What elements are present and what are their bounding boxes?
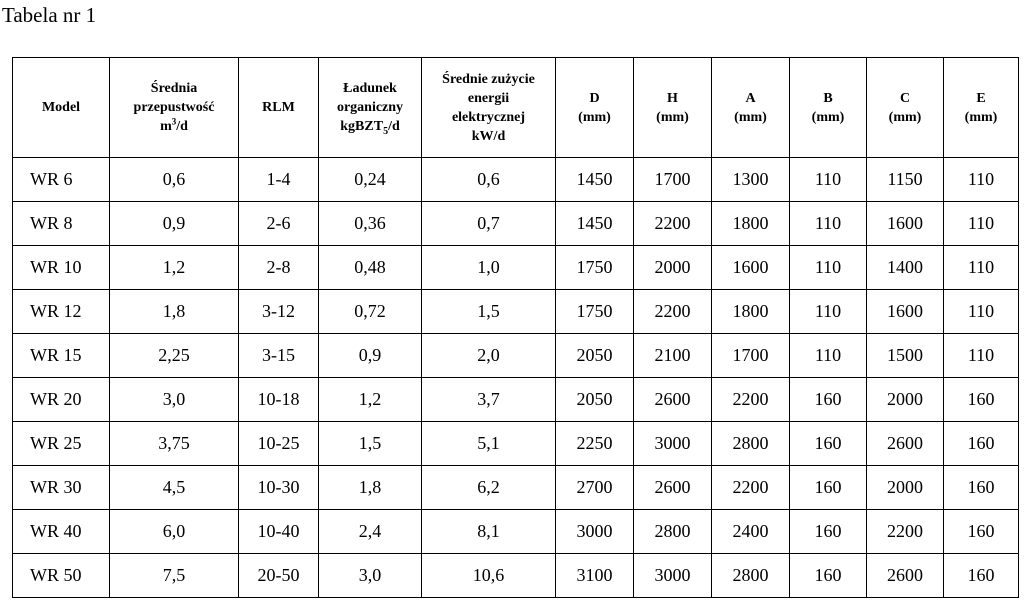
cell-b: 110 — [790, 158, 867, 202]
cell-d: 2050 — [556, 334, 634, 378]
cell-organic-load: 0,72 — [319, 290, 422, 334]
header-dimension-c: C (mm) — [867, 58, 944, 158]
cell-e: 160 — [944, 510, 1019, 554]
cell-d: 3100 — [556, 554, 634, 598]
cell-h: 1700 — [634, 158, 712, 202]
cell-rlm: 10-30 — [239, 466, 319, 510]
header-dimension-b: B (mm) — [790, 58, 867, 158]
cell-organic-load: 0,24 — [319, 158, 422, 202]
header-model: Model — [13, 58, 110, 158]
cell-model: WR 15 — [13, 334, 110, 378]
cell-rlm: 3-15 — [239, 334, 319, 378]
table-body — [13, 158, 1019, 598]
cell-model: WR 10 — [13, 246, 110, 290]
cell-d: 1750 — [556, 246, 634, 290]
cell-a: 2800 — [712, 554, 790, 598]
cell-energy-usage: 1,5 — [422, 290, 556, 334]
cell-a: 1600 — [712, 246, 790, 290]
cell-h: 2100 — [634, 334, 712, 378]
cell-c: 2000 — [867, 378, 944, 422]
cell-d: 2250 — [556, 422, 634, 466]
cell-average-flow: 3,0 — [110, 378, 239, 422]
cell-rlm: 3-12 — [239, 290, 319, 334]
table-row — [13, 158, 1019, 202]
header-rlm: RLM — [239, 58, 319, 158]
cell-organic-load: 3,0 — [319, 554, 422, 598]
cell-c: 1500 — [867, 334, 944, 378]
table-row — [13, 290, 1019, 334]
header-organic-load: Ładunek organiczny kgBZT$_5$/d — [319, 58, 422, 158]
cell-d: 1450 — [556, 202, 634, 246]
header-dimension-e: E (mm) — [944, 58, 1019, 158]
table-caption: Tabela nr 1 — [2, 3, 97, 27]
cell-average-flow: 0,6 — [110, 158, 239, 202]
cell-model: WR 30 — [13, 466, 110, 510]
cell-a: 1800 — [712, 202, 790, 246]
cell-h: 2600 — [634, 378, 712, 422]
table-row — [13, 378, 1019, 422]
cell-c: 2200 — [867, 510, 944, 554]
cell-h: 2800 — [634, 510, 712, 554]
table-row — [13, 202, 1019, 246]
cell-c: 1150 — [867, 158, 944, 202]
table-header-row — [13, 58, 1019, 158]
cell-c: 1600 — [867, 202, 944, 246]
cell-rlm: 10-18 — [239, 378, 319, 422]
cell-h: 2000 — [634, 246, 712, 290]
header-dimension-d: D (mm) — [556, 58, 634, 158]
table-row — [13, 422, 1019, 466]
header-dimension-h: H (mm) — [634, 58, 712, 158]
cell-h: 2200 — [634, 202, 712, 246]
cell-average-flow: 2,25 — [110, 334, 239, 378]
cell-energy-usage: 0,6 — [422, 158, 556, 202]
cell-c: 2000 — [867, 466, 944, 510]
header-dimension-a: A (mm) — [712, 58, 790, 158]
cell-average-flow: 0,9 — [110, 202, 239, 246]
cell-a: 2800 — [712, 422, 790, 466]
cell-h: 2200 — [634, 290, 712, 334]
cell-h: 3000 — [634, 422, 712, 466]
cell-model: WR 40 — [13, 510, 110, 554]
cell-energy-usage: 6,2 — [422, 466, 556, 510]
cell-organic-load: 1,2 — [319, 378, 422, 422]
cell-c: 1400 — [867, 246, 944, 290]
cell-model: WR 12 — [13, 290, 110, 334]
cell-a: 2200 — [712, 378, 790, 422]
cell-organic-load: 0,9 — [319, 334, 422, 378]
cell-energy-usage: 0,7 — [422, 202, 556, 246]
cell-e: 110 — [944, 246, 1019, 290]
cell-organic-load: 2,4 — [319, 510, 422, 554]
cell-e: 160 — [944, 554, 1019, 598]
cell-c: 1600 — [867, 290, 944, 334]
cell-b: 160 — [790, 510, 867, 554]
cell-e: 160 — [944, 378, 1019, 422]
cell-h: 3000 — [634, 554, 712, 598]
cell-d: 3000 — [556, 510, 634, 554]
cell-energy-usage: 10,6 — [422, 554, 556, 598]
table-row — [13, 246, 1019, 290]
cell-b: 160 — [790, 554, 867, 598]
cell-rlm: 10-40 — [239, 510, 319, 554]
cell-d: 1450 — [556, 158, 634, 202]
cell-b: 110 — [790, 290, 867, 334]
cell-organic-load: 0,48 — [319, 246, 422, 290]
cell-a: 1700 — [712, 334, 790, 378]
cell-e: 110 — [944, 158, 1019, 202]
table-row — [13, 334, 1019, 378]
cell-model: WR 25 — [13, 422, 110, 466]
cell-d: 1750 — [556, 290, 634, 334]
header-average-flow: Średnia przepustwość $m^3/d$ — [110, 58, 239, 158]
cell-model: WR 6 — [13, 158, 110, 202]
table-row — [13, 554, 1019, 598]
cell-e: 160 — [944, 466, 1019, 510]
cell-e: 110 — [944, 334, 1019, 378]
cell-energy-usage: 1,0 — [422, 246, 556, 290]
cell-average-flow: 7,5 — [110, 554, 239, 598]
cell-h: 2600 — [634, 466, 712, 510]
cell-model: WR 8 — [13, 202, 110, 246]
cell-a: 2200 — [712, 466, 790, 510]
cell-c: 2600 — [867, 422, 944, 466]
cell-rlm: 2-6 — [239, 202, 319, 246]
table-row — [13, 466, 1019, 510]
cell-rlm: 1-4 — [239, 158, 319, 202]
table-row — [13, 510, 1019, 554]
cell-b: 110 — [790, 334, 867, 378]
cell-energy-usage: 5,1 — [422, 422, 556, 466]
cell-average-flow: 3,75 — [110, 422, 239, 466]
cell-organic-load: 1,8 — [319, 466, 422, 510]
cell-rlm: 10-25 — [239, 422, 319, 466]
cell-b: 160 — [790, 466, 867, 510]
cell-a: 1800 — [712, 290, 790, 334]
cell-b: 160 — [790, 378, 867, 422]
cell-energy-usage: 3,7 — [422, 378, 556, 422]
cell-organic-load: 0,36 — [319, 202, 422, 246]
cell-b: 110 — [790, 246, 867, 290]
cell-average-flow: 6,0 — [110, 510, 239, 554]
cell-organic-load: 1,5 — [319, 422, 422, 466]
cell-b: 160 — [790, 422, 867, 466]
specification-table — [12, 57, 1019, 598]
cell-energy-usage: 8,1 — [422, 510, 556, 554]
cell-average-flow: 4,5 — [110, 466, 239, 510]
cell-rlm: 2-8 — [239, 246, 319, 290]
cell-a: 1300 — [712, 158, 790, 202]
cell-e: 110 — [944, 202, 1019, 246]
header-energy-usage: Średnie zużycie energii elektrycznej kW/d — [422, 58, 556, 158]
cell-b: 110 — [790, 202, 867, 246]
cell-average-flow: 1,2 — [110, 246, 239, 290]
cell-model: WR 50 — [13, 554, 110, 598]
cell-d: 2050 — [556, 378, 634, 422]
cell-rlm: 20-50 — [239, 554, 319, 598]
cell-a: 2400 — [712, 510, 790, 554]
cell-d: 2700 — [556, 466, 634, 510]
cell-e: 160 — [944, 422, 1019, 466]
cell-e: 110 — [944, 290, 1019, 334]
cell-model: WR 20 — [13, 378, 110, 422]
cell-energy-usage: 2,0 — [422, 334, 556, 378]
cell-average-flow: 1,8 — [110, 290, 239, 334]
cell-c: 2600 — [867, 554, 944, 598]
